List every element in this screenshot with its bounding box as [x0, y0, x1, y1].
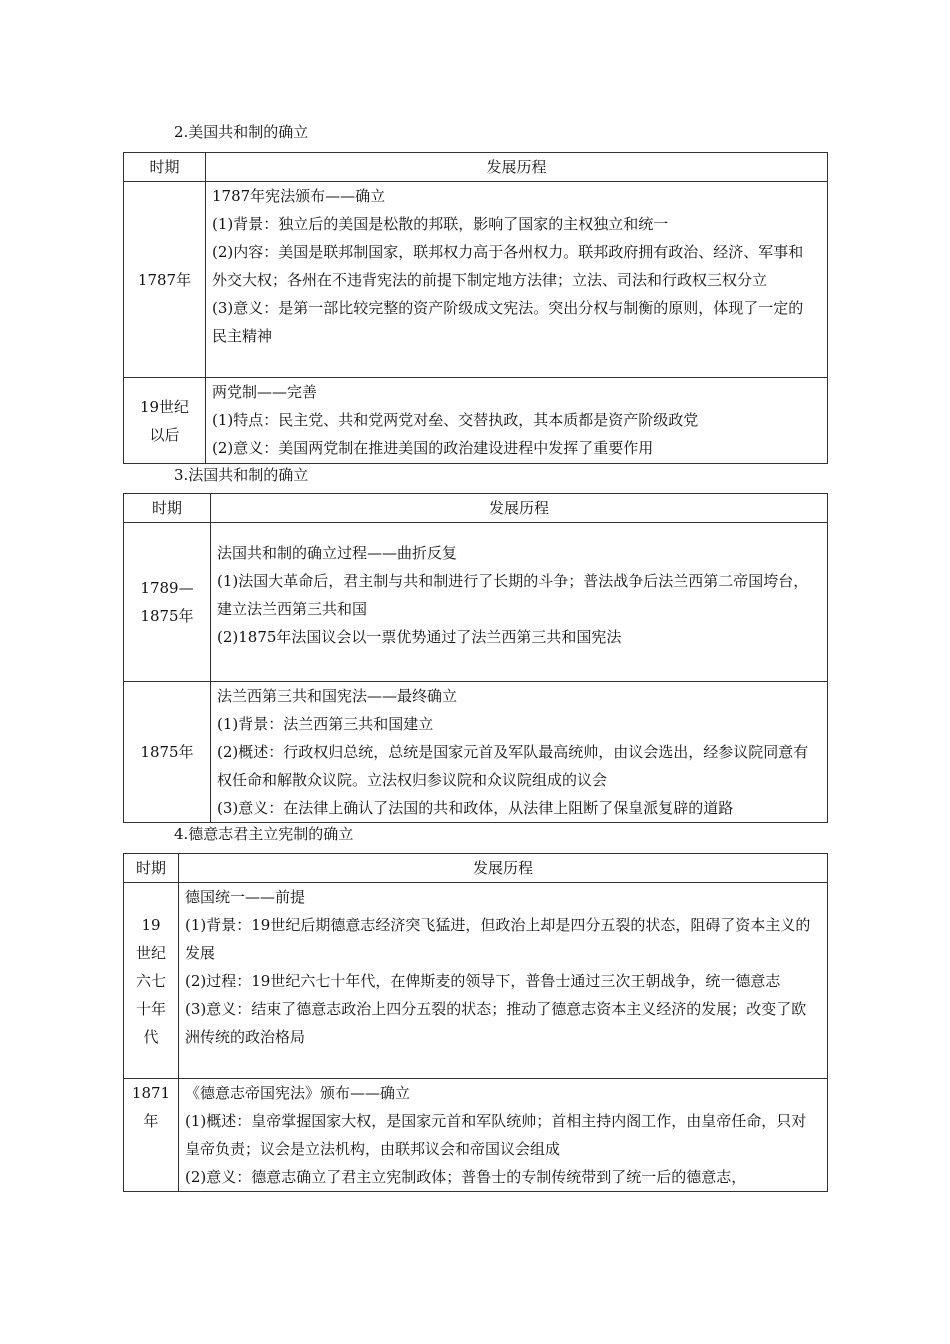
history-cell [211, 682, 828, 823]
period-cell [124, 1079, 179, 1192]
period-line: 1789— [140, 579, 194, 597]
col-header-time: 时期 [124, 494, 211, 523]
row-item: (2)意义：德意志确立了君主立宪制政体；普鲁士的专制传统带到了统一后的德意志， [185, 1168, 747, 1186]
col-header-history: 发展历程 [179, 854, 828, 883]
table-de [123, 853, 828, 1192]
period-line: 代 [143, 1027, 159, 1046]
history-cell [179, 883, 828, 1079]
period-line: 1871 [131, 1084, 171, 1102]
period-line: 六七 [135, 971, 166, 990]
table-header-row [124, 153, 828, 182]
section-heading-us: 2.美国共和制的确立 [174, 123, 309, 141]
row-title: 1787年宪法颁布——确立 [212, 187, 386, 205]
row-item: (2)概述：行政权归总统，总统是国家元首及军队最高统帅，由议会选出，经参议院同意有权任命和解散众议院。立法权归参议院和众议院组成的议会 [217, 743, 809, 789]
col-header-history: 发展历程 [211, 494, 828, 523]
period-line: 19 [141, 915, 161, 934]
period-cell [124, 378, 206, 464]
row-title: 《德意志帝国宪法》颁布——确立 [185, 1084, 411, 1102]
section-heading-fr: 3.法国共和制的确立 [174, 466, 309, 484]
col-header-history: 发展历程 [206, 153, 828, 182]
period-line: 1875年 [140, 607, 194, 625]
row-item: (2)意义：美国两党制在推进美国的政治建设进程中发挥了重要作用 [212, 439, 654, 457]
period-cell: 1787年 [124, 182, 206, 378]
row-item: (1)背景：19世纪后期德意志经济突飞猛进，但政治上却是四分五裂的状态，阻碍了资本主义的发展 [185, 916, 811, 962]
history-cell [206, 182, 828, 378]
table-row [124, 1079, 828, 1192]
period-line: 世纪 [135, 943, 166, 962]
table-row [124, 182, 828, 378]
table-header-row [124, 854, 828, 883]
row-title: 法兰西第三共和国宪法——最终确立 [217, 687, 458, 705]
row-item: (1)概述：皇帝掌握国家大权，是国家元首和军队统帅；首相主持内阁工作，由皇帝任命，只对皇帝负责；议会是立法机构，由联邦议会和帝国议会组成 [185, 1112, 807, 1158]
period-cell: 1875年 [124, 682, 211, 823]
row-item: (1)特点：民主党、共和党两党对垒、交替执政，其本质都是资产阶级政党 [212, 411, 699, 429]
row-item: (2)1875年法国议会以一票优势通过了法兰西第三共和国宪法 [217, 628, 622, 646]
table-fr [123, 493, 828, 823]
period-line: 以后 [149, 425, 180, 444]
row-item: (1)背景：法兰西第三共和国建立 [217, 715, 434, 733]
row-item: (1)法国大革命后，君主制与共和制进行了长期的斗争；普法战争后法兰西第二帝国垮台，建立法兰西第三共和国 [217, 572, 809, 618]
col-header-time: 时期 [124, 854, 179, 883]
period-cell [124, 523, 211, 682]
row-title: 两党制——完善 [212, 383, 318, 401]
period-line: 十年 [135, 999, 166, 1018]
row-item: (2)内容：美国是联邦制国家，联邦权力高于各州权力。联邦政府拥有政治、经济、军事和外交大权；各州在不违背宪法的前提下制定地方法律；立法、司法和行政权三权分立 [212, 243, 804, 289]
period-line: 19世纪 [139, 397, 190, 416]
history-cell [211, 523, 828, 682]
row-title: 法国共和制的确立过程——曲折反复 [217, 544, 458, 562]
table-row [124, 682, 828, 823]
row-item: (3)意义：在法律上确认了法国的共和政体，从法律上阻断了保皇派复辟的道路 [217, 799, 734, 817]
table-row [124, 883, 828, 1079]
row-item: (3)意义：是第一部比较完整的资产阶级成文宪法。突出分权与制衡的原则，体现了一定的民主精神 [212, 299, 804, 345]
period-cell [124, 883, 179, 1079]
row-item: (1)背景：独立后的美国是松散的邦联，影响了国家的主权独立和统一 [212, 215, 669, 233]
row-title: 德国统一——前提 [185, 888, 306, 906]
table-header-row [124, 494, 828, 523]
table-us [123, 152, 828, 464]
history-cell [179, 1079, 828, 1192]
col-header-time: 时期 [124, 153, 206, 182]
section-heading-de: 4.德意志君主立宪制的确立 [174, 825, 354, 843]
row-item: (3)意义：结束了德意志政治上四分五裂的状态；推动了德意志资本主义经济的发展；改变了欧洲传统的政治格局 [185, 1000, 807, 1046]
row-item: (2)过程：19世纪六七十年代，在俾斯麦的领导下，普鲁士通过三次王朝战争，统一德意志 [185, 972, 781, 990]
period-line: 年 [143, 1112, 159, 1130]
table-row [124, 523, 828, 682]
table-row [124, 378, 828, 464]
history-cell [206, 378, 828, 464]
